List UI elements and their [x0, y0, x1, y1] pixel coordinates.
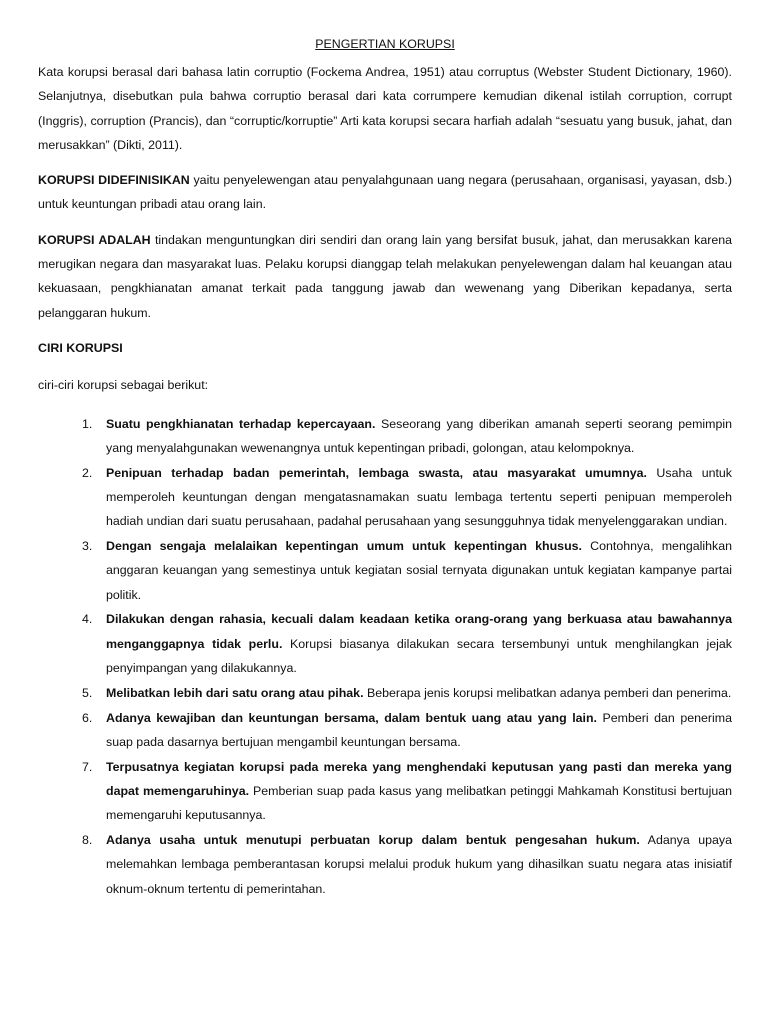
- list-item-text: Pemberi dan penerima suap pada dasarnya bertujuan mengambil keuntungan bersama.: [106, 710, 732, 749]
- page-title: PENGERTIAN KORUPSI: [315, 37, 455, 51]
- list-item-number: 8.: [82, 833, 93, 848]
- paragraph-lead: KORUPSI ADALAH: [38, 232, 151, 247]
- list-item-lead: Penipuan terhadap badan pemerintah, lembaga swasta, atau masyarakat umumnya.: [106, 465, 647, 480]
- paragraph-text: tindakan menguntungkan diri sendiri dan orang lain yang bersifat busuk, jahat, dan merusakkan karena merugikan negara dan masyarakat luas. Pelaku korupsi dianggap telah melakukan penyelewengan dalam hal keuangan atau kekuasaan, pengkhianatan amanat terkait pada tanggung jawab dan wewenang yang Diberikan kepadanya, serta pelanggaran hukum.: [38, 232, 733, 320]
- list-intro: ciri-ciri korupsi sebagai berikut:: [38, 378, 209, 393]
- list-item-lead: Melibatkan lebih dari satu orang atau pihak.: [106, 685, 364, 700]
- list-item: [38, 412, 732, 461]
- list-item-text: Usaha untuk memperoleh keuntungan dengan mengatasnamakan suatu lembaga tertentu seperti penipuan memperoleh hadiah undian dari suatu perusahaan, padahal perusahaan yang sesungguhnya tidak menyelenggarakan undian.: [106, 465, 733, 529]
- list-item: [38, 534, 732, 607]
- list-item-lead: Suatu pengkhianatan terhadap kepercayaan.: [106, 416, 376, 431]
- list-item: [38, 461, 732, 534]
- list-item-text: Adanya upaya melemahkan lembaga pemberantasan korupsi melalui produk hukum yang dihasilkan suatu negara atas inisiatif oknum-oknum tertentu di pemerintahan.: [106, 833, 732, 896]
- paragraph-text: Kata korupsi berasal dari bahasa latin corruptio (Fockema Andrea, 1951) atau corruptus (Webster Student Dictionary, 1960). Selanjutnya, disebutkan pula bahwa corruptio berasal dari kata corrumpere kemudian dikenal istilah corruption, corrupt (Inggris), corruption (Prancis), dan “corruptic/korruptie” Arti kata korupsi secara harfiah adalah “sesuatu yang busuk, jahat, dan merusakkan” (Dikti, 2011).: [38, 65, 732, 152]
- list-item-number: 7.: [82, 759, 93, 774]
- list-item: [38, 828, 732, 901]
- list-item-text: Pemberian suap pada kasus yang melibatkan petinggi Mahkamah Konstitusi bertujuan memengaruhi keputusannya.: [106, 784, 732, 823]
- paragraph-meaning: [38, 228, 732, 325]
- list-item: [38, 755, 732, 828]
- list-item-number: 2.: [82, 465, 93, 480]
- list-item: [38, 681, 732, 705]
- paragraph-etymology: [38, 60, 732, 157]
- document-page: [38, 34, 732, 902]
- list-item-text: Contohnya, mengalihkan anggaran keuangan yang semestinya untuk kegiatan sosial ternyata digunakan untuk kegiatan kampanye partai politik.: [106, 539, 732, 602]
- list-item-number: 5.: [82, 685, 93, 700]
- list-item-number: 6.: [82, 710, 93, 725]
- paragraph-definition: [38, 168, 732, 217]
- section-heading-ciri: CIRI KORUPSI: [38, 340, 123, 355]
- list-item-number: 4.: [82, 612, 93, 627]
- list-item-lead: Adanya usaha untuk menutupi perbuatan korup dalam bentuk pengesahan hukum.: [106, 833, 640, 848]
- list-item-text: Korupsi biasanya dilakukan secara tersembunyi untuk menghilangkan jejak penyimpangan yang dilakukannya.: [106, 636, 732, 676]
- paragraph-lead: KORUPSI DIDEFINISIKAN: [38, 173, 190, 188]
- list-item: [38, 706, 732, 755]
- paragraph-text: yaitu penyelewengan atau penyalahgunaan uang negara (perusahaan, organisasi, yayasan, dsb.) untuk keuntungan pribadi atau orang lain.: [38, 173, 733, 212]
- list-item-number: 1.: [82, 416, 93, 431]
- list-item: [38, 607, 732, 680]
- list-item-lead: Dilakukan dengan rahasia, kecuali dalam keadaan ketika orang-orang yang berkuasa atau bawahannya menganggapnya tidak perlu.: [106, 612, 732, 651]
- list-item-text: Beberapa jenis korupsi melibatkan adanya pemberi dan penerima.: [363, 685, 732, 700]
- list-item-lead: Dengan sengaja melalaikan kepentingan umum untuk kepentingan khusus.: [106, 539, 582, 554]
- list-item-text: Seseorang yang diberikan amanah seperti seorang pemimpin yang menyalahgunakan wewenangnya untuk kepentingan pribadi, golongan, atau kelompoknya.: [106, 416, 732, 455]
- list-item-lead: Terpusatnya kegiatan korupsi pada mereka yang menghendaki keputusan yang pasti dan mereka yang dapat memengaruhinya.: [106, 759, 732, 799]
- list-item-lead: Adanya kewajiban dan keuntungan bersama, dalam bentuk uang atau yang lain.: [106, 710, 597, 725]
- ciri-list: [38, 412, 732, 901]
- list-item-number: 3.: [82, 539, 93, 554]
